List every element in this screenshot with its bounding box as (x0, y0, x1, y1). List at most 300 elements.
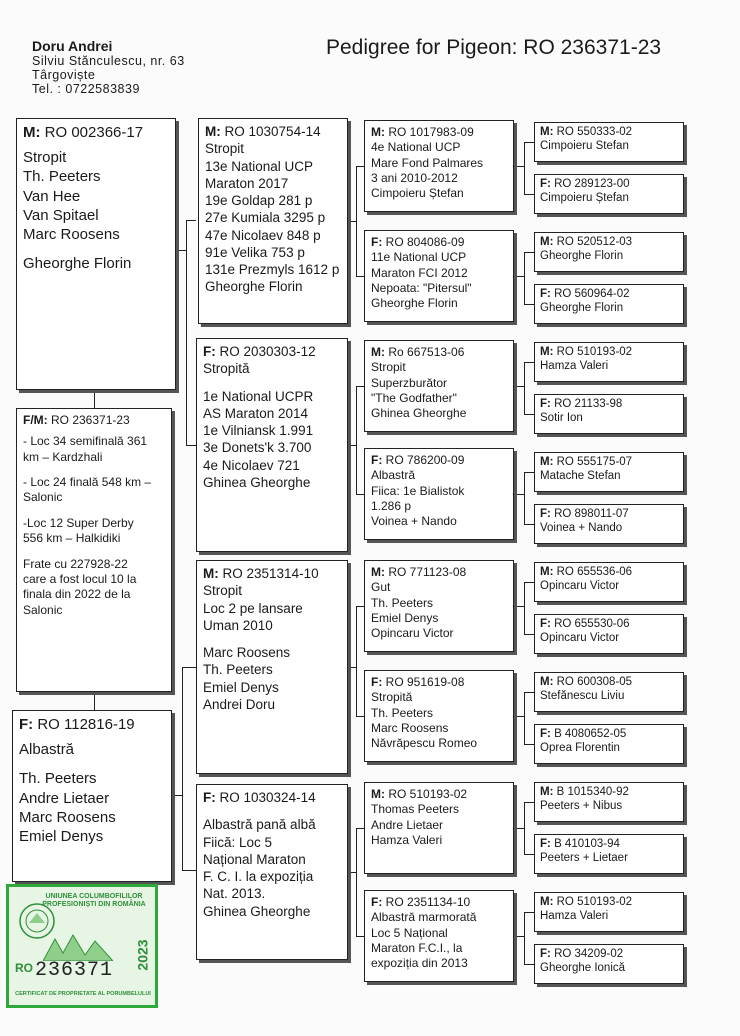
pedigree-line: care a fost locul 10 la (23, 571, 137, 586)
breeder-name: Stefănescu Liviu (540, 689, 625, 702)
pedigree-line: 4e Nicolaev 721 (203, 457, 300, 473)
pedigree-line: 131e Prezmyls 1612 p (205, 262, 340, 278)
connector-line (182, 870, 196, 871)
connector-line (356, 166, 364, 167)
pedigree-line: Fiica: 1e Bialistok (371, 483, 465, 498)
pedigree-line: Stropită (371, 690, 413, 705)
ring-heading (540, 838, 678, 852)
gen4-box-15 (534, 944, 684, 984)
sex-label: M: (371, 565, 385, 579)
pedigree-line: Gut (371, 580, 391, 595)
stamp-header: UNIUNEA COLUMBOFILILOR PROFESIONIȘTI DIN ROMÂNIA (42, 893, 146, 909)
gen4-box-11 (534, 724, 684, 764)
pedigree-line: Salonic (23, 602, 63, 617)
connector-line (524, 362, 525, 414)
gen4-box-7 (534, 504, 684, 544)
pedigree-line: Th. Peeters (19, 770, 97, 788)
ring-number: RO 560964-02 (554, 288, 630, 300)
ring-heading (23, 413, 165, 428)
pedigree-line: Stropit (23, 149, 67, 167)
connector-line (186, 445, 196, 446)
connector-line (514, 494, 524, 495)
sex-label: F: (540, 948, 551, 960)
pedigree-line: Ghinea Gheorghe (203, 903, 311, 919)
ring-heading (540, 178, 678, 192)
pedigree-line: 1e Vilniansk 1.991 (203, 423, 314, 439)
connector-line (524, 854, 534, 855)
connector-line (94, 390, 95, 408)
connector-line (524, 472, 525, 524)
connector-line (514, 386, 524, 387)
pedigree-line: Van Spitael (23, 206, 99, 224)
pedigree-line: Opincaru Victor (371, 626, 454, 641)
breeder-name: Peeters + Nibus (540, 799, 623, 812)
pedigree-line: Stropit (203, 583, 243, 599)
pedigree-line: Albastră (19, 741, 75, 759)
connector-line (524, 194, 534, 195)
pedigree-line: Stropit (205, 141, 245, 157)
ring-heading (371, 345, 507, 360)
pedigree-line: "The Godfather" (371, 391, 457, 406)
breeder-name: Gheorghe Ionică (540, 961, 626, 974)
ring-heading (371, 235, 507, 250)
owner-block (32, 38, 185, 96)
ring-heading (540, 948, 678, 962)
ring-heading (371, 565, 507, 580)
pedigree-line: 556 km – Halkidiki (23, 531, 121, 546)
connector-line (186, 220, 187, 445)
connector-line (524, 582, 525, 634)
ring-heading (540, 456, 678, 470)
sex-label: M: (23, 124, 41, 141)
connector-line (524, 472, 534, 473)
pedigree-line: Marc Roosens (19, 808, 116, 826)
breeder-name: Gheorghe Florin (540, 301, 624, 314)
gen4-box-2 (534, 232, 684, 272)
gen4-box-4 (534, 342, 684, 382)
ring-number: RO 2351134-10 (385, 895, 471, 909)
pedigree-line: - Loc 34 semifinală 361 (23, 434, 148, 449)
pedigree-line: Nat. 2013. (203, 886, 266, 902)
sex-label: M: (540, 236, 554, 248)
ring-number: RO 600308-05 (556, 676, 633, 688)
pedigree-line: F. C. I. la expoziția (203, 869, 314, 885)
pedigree-line: Emiel Denys (203, 679, 279, 695)
breeder-name: Opincaru Victor (540, 631, 620, 644)
ring-heading (540, 398, 678, 412)
ring-number: RO 951619-08 (385, 675, 465, 689)
pedigree-line: Albastră (371, 468, 416, 483)
sex-label: F: (19, 716, 34, 733)
pedigree-line: 13e National UCP (205, 158, 314, 174)
pedigree-line: Andre Lietaer (19, 789, 110, 807)
connector-line (524, 252, 525, 304)
sex-label: F: (540, 618, 551, 630)
pedigree-line: Cimpoieru Ștefan (371, 186, 464, 201)
ring-heading (540, 508, 678, 522)
ring-heading (540, 126, 678, 140)
pedigree-line: 19e Goldap 281 p (205, 193, 313, 209)
gen4-box-14 (534, 892, 684, 932)
ring-number: RO 34209-02 (554, 948, 624, 960)
connector-line (524, 692, 525, 744)
ring-number: RO 2030303-12 (219, 344, 316, 359)
pedigree-line: Th. Peeters (371, 705, 434, 720)
sex-label: F: (371, 675, 383, 689)
ring-number: RO 655536-06 (556, 566, 633, 578)
connector-line (186, 220, 196, 221)
pedigree-line: Uman 2010 (203, 617, 273, 633)
connector-line (524, 692, 534, 693)
connector-line (356, 606, 364, 607)
connector-line (524, 964, 534, 965)
page-title: Pedigree for Pigeon: RO 236371-23 (326, 36, 662, 59)
connector-line (524, 142, 525, 194)
pedigree-line: -Loc 12 Super Derby (23, 515, 134, 530)
gen4-box-9 (534, 614, 684, 654)
breeder-name: Cimpoieru Ștefan (540, 191, 629, 204)
connector-line (356, 828, 364, 829)
ring-heading (540, 346, 678, 360)
connector-line (514, 166, 524, 167)
gen3-box-5 (364, 670, 514, 762)
sex-label: F/M: (23, 413, 48, 427)
stamp-number: 236371 (35, 959, 114, 982)
connector-line (356, 936, 364, 937)
pedigree-line: Salonic (23, 490, 63, 505)
spacer (19, 759, 165, 769)
connector-line (524, 912, 534, 913)
ring-heading (203, 565, 341, 582)
pedigree-line: Național Maraton (203, 851, 306, 867)
gen4-box-12 (534, 782, 684, 822)
gen1-dam-box (12, 710, 172, 882)
ring-heading (203, 343, 341, 360)
gen1-sire-box (16, 118, 176, 390)
pedigree-line: 91e Velika 753 p (205, 244, 305, 260)
pedigree-line: 11e National UCP (371, 250, 467, 265)
connector-line (356, 386, 364, 387)
ring-number: RO 786200-09 (385, 453, 465, 467)
ring-number: RO 21133-98 (554, 398, 623, 410)
connector-line (524, 142, 534, 143)
ring-number: RO 236371-23 (51, 413, 130, 427)
ring-number: RO 289123-00 (554, 178, 630, 190)
breeder-name: Opincaru Victor (540, 579, 620, 592)
gen4-box-5 (534, 394, 684, 434)
sex-label: F: (540, 178, 551, 190)
pedigree-line: Maraton FCI 2012 (371, 265, 468, 280)
connector-line (182, 667, 196, 668)
ring-number: B 1015340-92 (556, 786, 629, 798)
ring-number: RO 510193-02 (388, 787, 468, 801)
connector-line (524, 362, 534, 363)
ring-number: RO 555175-07 (556, 456, 633, 468)
breeder-name: Cimpoieru Stefan (540, 139, 629, 152)
ring-number: Ro 667513-06 (388, 345, 465, 359)
pedigree-line: Andrei Doru (203, 696, 276, 712)
breeder-name: Voinea + Nando (540, 521, 623, 534)
sex-label: M: (205, 124, 221, 139)
ring-number: RO 771123-08 (388, 565, 467, 579)
connector-line (524, 634, 534, 635)
ring-heading (540, 618, 678, 632)
gen4-box-8 (534, 562, 684, 602)
gen3-box-3 (364, 448, 514, 540)
ring-heading (540, 236, 678, 250)
ring-heading (205, 123, 341, 140)
gen2-box-2 (196, 560, 348, 774)
pedigree-line: Ghinea Gheorghe (371, 406, 467, 421)
ring-number: RO 1017983-09 (388, 125, 474, 139)
pedigree-line: Andre Lietaer (371, 817, 444, 832)
connector-line (356, 716, 364, 717)
sex-label: F: (540, 728, 551, 740)
ring-heading (371, 895, 507, 910)
ring-number: RO 510193-02 (556, 346, 633, 358)
sex-label: F: (540, 508, 551, 520)
spacer (23, 506, 165, 516)
sex-label: F: (203, 344, 216, 359)
ring-heading (540, 288, 678, 302)
connector-line (176, 250, 186, 251)
sex-label: F: (371, 453, 383, 467)
connector-line (524, 304, 534, 305)
breeder-name: Sotir Ion (540, 411, 583, 424)
ring-heading (540, 676, 678, 690)
ring-number: RO 804086-09 (385, 235, 465, 249)
pedigree-line: 3 ani 2010-2012 (371, 171, 458, 186)
sex-label: M: (540, 896, 554, 908)
ownership-stamp (6, 884, 158, 1008)
pedigree-line: Thomas Peeters (371, 802, 460, 817)
ring-heading (371, 125, 507, 140)
sex-label: M: (540, 566, 554, 578)
stamp-footer: CERTIFICAT DE PROPRIETATE AL PORUMBELULUI (15, 991, 151, 997)
ring-number: RO 655530-06 (554, 618, 630, 630)
connector-line (524, 912, 525, 964)
mountains-icon (43, 931, 113, 961)
pedigree-line: 1e National UCPR (203, 388, 314, 404)
pedigree-line: Stropit (371, 360, 406, 375)
ring-number: RO 2351314-10 (222, 566, 319, 581)
ring-number: RO 520512-03 (556, 236, 633, 248)
spacer (203, 634, 341, 644)
sex-label: M: (371, 787, 385, 801)
pedigree-line: Maraton 2017 (205, 175, 289, 191)
sex-label: F: (540, 398, 551, 410)
connector-line (514, 276, 524, 277)
pedigree-line: Th. Peeters (203, 662, 273, 678)
sex-label: M: (540, 456, 554, 468)
stamp-year: 2023 (134, 939, 151, 971)
pedigree-line: Voinea + Nando (371, 514, 457, 529)
ring-number: B 410103-94 (554, 838, 620, 850)
gen2-box-3 (196, 784, 348, 960)
sex-label: F: (203, 790, 216, 805)
connector-line (524, 414, 534, 415)
pedigree-line: Gheorghe Florin (205, 279, 303, 295)
ring-heading (371, 787, 507, 802)
gen4-box-13 (534, 834, 684, 874)
ring-number: B 4080652-05 (554, 728, 627, 740)
pedigree-line: Gheorghe Florin (23, 255, 132, 273)
ring-number: RO 112816-19 (37, 716, 135, 733)
connector-line (356, 386, 357, 494)
connector-line (356, 166, 357, 276)
pedigree-line: Albastră marmorată (371, 910, 477, 925)
connector-line (514, 936, 524, 937)
pedigree-line: Marc Roosens (371, 721, 449, 736)
pedigree-line: Năvrăpescu Romeo (371, 736, 478, 751)
pedigree-line: Emiel Denys (371, 611, 439, 626)
connector-line (172, 795, 182, 796)
ring-number: RO 898011-07 (554, 508, 629, 520)
pedigree-line: 1.286 p (371, 499, 412, 514)
breeder-name: Peeters + Lietaer (540, 851, 628, 864)
pedigree-line: Fiică: Loc 5 (203, 834, 273, 850)
spacer (203, 378, 341, 388)
owner-address: Silviu Stănculescu, nr. 63 (32, 54, 185, 68)
pedigree-line: Maraton F.C.I., la (371, 941, 463, 956)
breeder-name: Hamza Valeri (540, 909, 609, 922)
connector-line (514, 716, 524, 717)
pedigree-line: km – Kardzhali (23, 449, 103, 464)
pedigree-line: Stropită (203, 361, 250, 377)
connector-line (356, 606, 357, 716)
pedigree-line: Superzburător (371, 375, 448, 390)
gen4-box-1 (534, 174, 684, 214)
pedigree-line: Th. Peeters (371, 595, 434, 610)
spacer (23, 244, 169, 254)
gen2-box-1 (196, 338, 348, 552)
connector-line (524, 802, 525, 854)
owner-city: Târgoviște (32, 68, 96, 82)
pedigree-line: 27e Kumiala 3295 p (205, 210, 326, 226)
connector-line (182, 667, 183, 870)
connector-line (348, 221, 356, 222)
gen4-box-3 (534, 284, 684, 324)
breeder-name: Oprea Florentin (540, 741, 620, 754)
sex-label: M: (371, 345, 385, 359)
ring-heading (540, 896, 678, 910)
connector-line (356, 828, 357, 936)
spacer (23, 465, 165, 475)
pedigree-line: Frate cu 227928-22 (23, 556, 128, 571)
sex-label: F: (371, 235, 383, 249)
connector-line (356, 494, 364, 495)
ring-heading (19, 715, 165, 734)
connector-line (524, 744, 534, 745)
sex-label: M: (540, 126, 554, 138)
ring-heading (540, 566, 678, 580)
ring-number: RO 1030324-14 (219, 790, 316, 805)
pedigree-line: - Loc 24 finală 548 km – (23, 475, 152, 490)
connector-line (524, 582, 534, 583)
pedigree-line: Emiel Denys (19, 827, 104, 845)
ring-heading (371, 675, 507, 690)
pedigree-line: Loc 2 pe lansare (203, 600, 303, 616)
gen3-box-4 (364, 560, 514, 652)
gen3-box-2 (364, 340, 514, 432)
owner-phone: Tel. : 0722583839 (32, 82, 140, 96)
breeder-name: Matache Stefan (540, 469, 621, 482)
gen3-box-0 (364, 120, 514, 212)
ring-number: RO 002366-17 (44, 124, 144, 141)
sex-label: F: (540, 288, 551, 300)
sex-label: M: (203, 566, 219, 581)
connector-line (356, 276, 364, 277)
ring-number: RO 510193-02 (556, 896, 633, 908)
spacer (203, 806, 341, 816)
gen1-subject-box (16, 408, 172, 692)
pedigree-line: expoziția din 2013 (371, 956, 468, 971)
connector-line (348, 667, 356, 668)
gen3-box-7 (364, 890, 514, 982)
pedigree-line: finala din 2022 de la (23, 587, 131, 602)
gen4-box-10 (534, 672, 684, 712)
breeder-name: Gheorghe Florin (540, 249, 624, 262)
pedigree-line: Mare Fond Palmares (371, 155, 484, 170)
pedigree-line: Marc Roosens (23, 225, 120, 243)
ring-heading (203, 789, 341, 806)
gen2-box-0 (198, 118, 348, 324)
pedigree-line: Th. Peeters (23, 168, 101, 186)
sex-label: M: (540, 786, 554, 798)
pedigree-line: Gheorghe Florin (371, 296, 458, 311)
connector-line (524, 802, 534, 803)
ring-heading (371, 453, 507, 468)
ring-heading (23, 123, 169, 142)
pedigree-line: 4e National UCP (371, 140, 461, 155)
ring-number: RO 1030754-14 (224, 124, 321, 139)
connector-line (524, 524, 534, 525)
gen4-box-6 (534, 452, 684, 492)
pedigree-line: Loc 5 Național (371, 925, 448, 940)
sex-label: F: (540, 838, 551, 850)
pedigree-line: 3e Donets'k 3.700 (203, 440, 312, 456)
sex-label: M: (540, 346, 554, 358)
pedigree-line: Marc Roosens (203, 645, 291, 661)
connector-line (514, 828, 524, 829)
spacer (23, 547, 165, 557)
ring-heading (540, 786, 678, 800)
pedigree-line: Ghinea Gheorghe (203, 474, 311, 490)
sex-label: M: (371, 125, 385, 139)
ring-heading (540, 728, 678, 742)
pedigree-line: Van Hee (23, 187, 81, 205)
ring-number: RO 550333-02 (556, 126, 633, 138)
connector-line (524, 252, 534, 253)
connector-line (94, 692, 95, 710)
stamp-prefix: RO (15, 961, 33, 975)
pedigree-line: 47e Nicolaev 848 p (205, 227, 321, 243)
sex-label: M: (540, 676, 554, 688)
connector-line (348, 445, 356, 446)
pedigree-line: Hamza Valeri (371, 833, 443, 848)
owner-name: Doru Andrei (32, 38, 113, 54)
pedigree-line: AS Maraton 2014 (203, 405, 309, 421)
gen4-box-0 (534, 122, 684, 162)
sex-label: F: (371, 895, 383, 909)
breeder-name: Hamza Valeri (540, 359, 609, 372)
connector-line (348, 872, 356, 873)
pedigree-line: Albastră pană albă (203, 817, 316, 833)
gen3-box-6 (364, 782, 514, 874)
connector-line (514, 606, 524, 607)
gen3-box-1 (364, 230, 514, 322)
pedigree-line: Nepoata: "Pitersul" (371, 281, 472, 296)
